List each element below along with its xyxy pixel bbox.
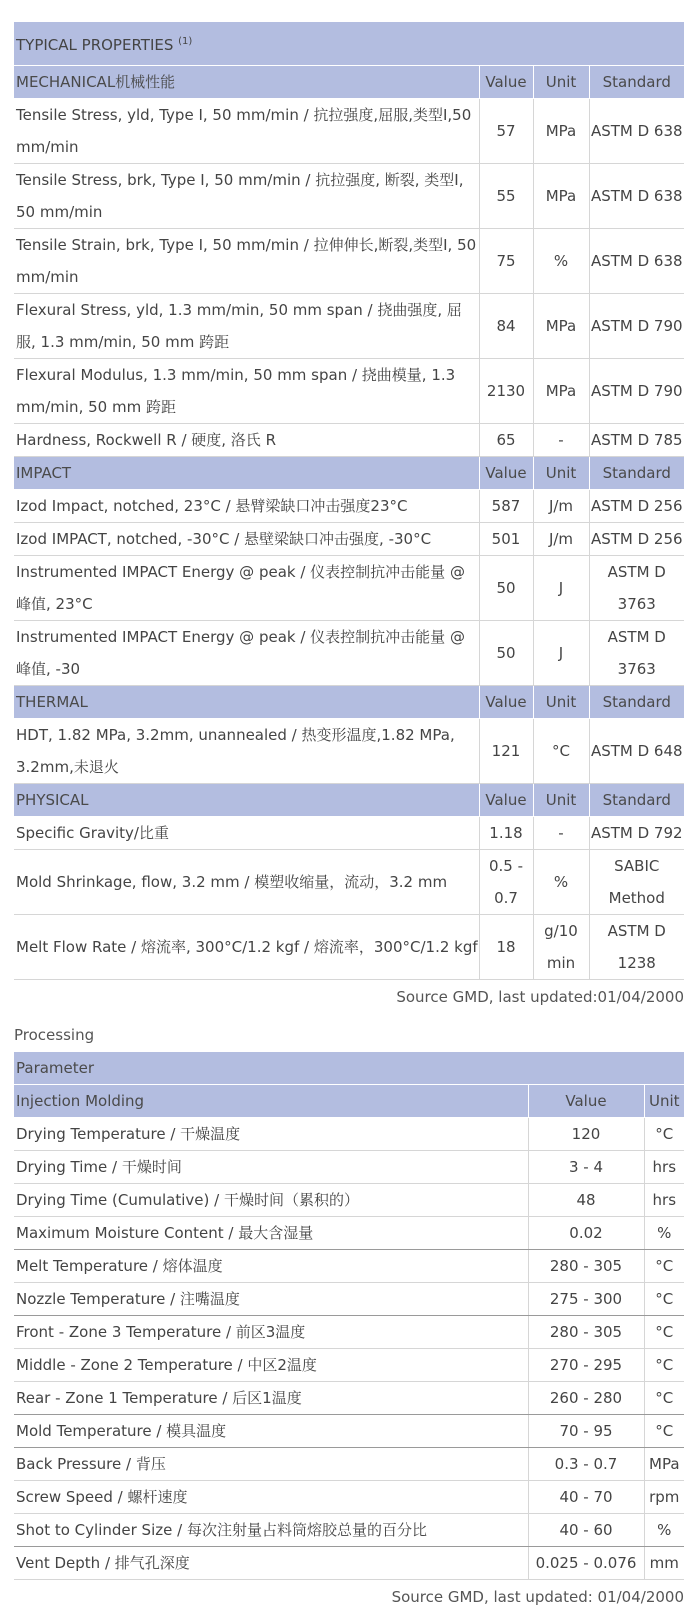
property-standard: ASTM D 792 — [589, 817, 684, 850]
property-name: Flexural Stress, yld, 1.3 mm/min, 50 mm span / 挠曲强度, 屈服, 1.3 mm/min, 50 mm 跨距 — [14, 294, 479, 359]
processing-unit: hrs — [644, 1151, 684, 1184]
property-name: Melt Flow Rate / 熔流率, 300°C/1.2 kgf / 熔流率，300°C/1.2 kgf — [14, 915, 479, 980]
property-name: Specific Gravity/比重 — [14, 817, 479, 850]
property-row — [14, 229, 684, 294]
processing-row — [14, 1250, 684, 1283]
property-standard: ASTM D 256 — [589, 523, 684, 556]
property-row — [14, 164, 684, 229]
property-value: 50 — [479, 621, 533, 686]
property-unit: J — [533, 621, 589, 686]
datasheet — [14, 22, 684, 1610]
typical-properties-title — [14, 22, 684, 66]
processing-row — [14, 1349, 684, 1382]
property-value: 2130 — [479, 359, 533, 424]
property-row — [14, 556, 684, 621]
property-unit: MPa — [533, 294, 589, 359]
processing-row — [14, 1415, 684, 1448]
property-value: 587 — [479, 490, 533, 523]
processing-value: 270 - 295 — [528, 1349, 644, 1382]
unit-column-header: Unit — [533, 686, 589, 719]
property-unit: °C — [533, 719, 589, 784]
processing-unit: % — [644, 1514, 684, 1547]
property-unit: J/m — [533, 490, 589, 523]
processing-value: 0.02 — [528, 1217, 644, 1250]
property-value: 0.5 - 0.7 — [479, 850, 533, 915]
property-value: 57 — [479, 99, 533, 164]
property-unit: % — [533, 229, 589, 294]
title-footnote: (1) — [178, 36, 193, 47]
processing-row — [14, 1547, 684, 1580]
processing-value: 280 - 305 — [528, 1316, 644, 1349]
property-row — [14, 99, 684, 164]
processing-value: 275 - 300 — [528, 1283, 644, 1316]
processing-unit: hrs — [644, 1184, 684, 1217]
property-name: Instrumented IMPACT Energy @ peak / 仪表控制抗冲击能量 @ 峰值, -30 — [14, 621, 479, 686]
processing-row — [14, 1151, 684, 1184]
property-row — [14, 490, 684, 523]
property-value: 65 — [479, 424, 533, 457]
property-standard: ASTM D 1238 — [589, 915, 684, 980]
property-unit: g/10 min — [533, 915, 589, 980]
property-standard: ASTM D 3763 — [589, 556, 684, 621]
property-standard: ASTM D 790 — [589, 294, 684, 359]
unit-column-header: Unit — [533, 784, 589, 817]
property-row — [14, 915, 684, 980]
processing-parameter: Vent Depth / 排气孔深度 — [14, 1547, 528, 1580]
property-value: 55 — [479, 164, 533, 229]
processing-parameter: Drying Time (Cumulative) / 干燥时间（累积的） — [14, 1184, 528, 1217]
processing-unit: °C — [644, 1250, 684, 1283]
processing-row — [14, 1283, 684, 1316]
processing-value: 280 - 305 — [528, 1250, 644, 1283]
property-name: HDT, 1.82 MPa, 3.2mm, unannealed / 热变形温度,1.82 MPa, 3.2mm,未退火 — [14, 719, 479, 784]
typical-properties-title-row — [14, 22, 684, 66]
processing-unit: °C — [644, 1316, 684, 1349]
value-column-header: Value — [479, 784, 533, 817]
processing-row — [14, 1217, 684, 1250]
property-standard: SABIC Method — [589, 850, 684, 915]
property-name: Mold Shrinkage, flow, 3.2 mm / 模塑收缩量，流动，3.2 mm — [14, 850, 479, 915]
property-unit: MPa — [533, 359, 589, 424]
value-column-header: Value — [479, 686, 533, 719]
processing-unit: % — [644, 1217, 684, 1250]
property-name: Tensile Strain, brk, Type I, 50 mm/min / 拉伸伸长,断裂,类型I, 50 mm/min — [14, 229, 479, 294]
property-row — [14, 621, 684, 686]
processing-parameter: Rear - Zone 1 Temperature / 后区1温度 — [14, 1382, 528, 1415]
section-name: MECHANICAL机械性能 — [14, 66, 479, 99]
property-unit: MPa — [533, 164, 589, 229]
section-header-row — [14, 784, 684, 817]
property-value: 501 — [479, 523, 533, 556]
property-name: Hardness, Rockwell R / 硬度, 洛氏 R — [14, 424, 479, 457]
property-row — [14, 850, 684, 915]
processing-value: 260 - 280 — [528, 1382, 644, 1415]
processing-unit: °C — [644, 1415, 684, 1448]
processing-parameter: Drying Time / 干燥时间 — [14, 1151, 528, 1184]
property-value: 121 — [479, 719, 533, 784]
section-name: IMPACT — [14, 457, 479, 490]
typical-properties-table — [14, 22, 684, 980]
processing-value: 0.025 - 0.076 — [528, 1547, 644, 1580]
property-row — [14, 817, 684, 850]
processing-unit: °C — [644, 1283, 684, 1316]
processing-value: 70 - 95 — [528, 1415, 644, 1448]
property-name: Izod IMPACT, notched, -30°C / 悬壁梁缺口冲击强度, -30°C — [14, 523, 479, 556]
processing-value-header: Value — [528, 1085, 644, 1118]
processing-value: 0.3 - 0.7 — [528, 1448, 644, 1481]
processing-row — [14, 1481, 684, 1514]
processing-unit-header: Unit — [644, 1085, 684, 1118]
property-unit: J — [533, 556, 589, 621]
processing-row — [14, 1382, 684, 1415]
property-value: 18 — [479, 915, 533, 980]
property-standard: ASTM D 638 — [589, 164, 684, 229]
property-standard: ASTM D 638 — [589, 99, 684, 164]
processing-row — [14, 1316, 684, 1349]
processing-value: 40 - 70 — [528, 1481, 644, 1514]
processing-unit: °C — [644, 1349, 684, 1382]
property-value: 75 — [479, 229, 533, 294]
property-row — [14, 294, 684, 359]
property-standard: ASTM D 785 — [589, 424, 684, 457]
property-name: Tensile Stress, brk, Type I, 50 mm/min / 抗拉强度, 断裂, 类型I, 50 mm/min — [14, 164, 479, 229]
unit-column-header: Unit — [533, 66, 589, 99]
section-header-row — [14, 66, 684, 99]
processing-parameter: Maximum Moisture Content / 最大含湿量 — [14, 1217, 528, 1250]
processing-row — [14, 1514, 684, 1547]
property-row — [14, 719, 684, 784]
property-standard: ASTM D 3763 — [589, 621, 684, 686]
section-name: PHYSICAL — [14, 784, 479, 817]
processing-parameter: Nozzle Temperature / 注嘴温度 — [14, 1283, 528, 1316]
processing-value: 120 — [528, 1118, 644, 1151]
property-value: 84 — [479, 294, 533, 359]
value-column-header: Value — [479, 66, 533, 99]
property-unit: MPa — [533, 99, 589, 164]
property-standard: ASTM D 790 — [589, 359, 684, 424]
parameter-header-row — [14, 1052, 684, 1085]
property-name: Flexural Modulus, 1.3 mm/min, 50 mm span / 挠曲模量, 1.3 mm/min, 50 mm 跨距 — [14, 359, 479, 424]
processing-table — [14, 1052, 684, 1580]
standard-column-header: Standard — [589, 686, 684, 719]
property-standard: ASTM D 256 — [589, 490, 684, 523]
property-name: Instrumented IMPACT Energy @ peak / 仪表控制抗冲击能量 @ 峰值, 23°C — [14, 556, 479, 621]
processing-unit: °C — [644, 1118, 684, 1151]
property-value: 50 — [479, 556, 533, 621]
property-unit: - — [533, 817, 589, 850]
injection-molding-header-row — [14, 1085, 684, 1118]
processing-parameter: Mold Temperature / 模具温度 — [14, 1415, 528, 1448]
property-standard: ASTM D 648 — [589, 719, 684, 784]
standard-column-header: Standard — [589, 784, 684, 817]
injection-molding-header: Injection Molding — [14, 1085, 528, 1118]
processing-value: 48 — [528, 1184, 644, 1217]
processing-parameter: Back Pressure / 背压 — [14, 1448, 528, 1481]
property-unit: % — [533, 850, 589, 915]
standard-column-header: Standard — [589, 457, 684, 490]
processing-unit: °C — [644, 1382, 684, 1415]
properties-source-note: Source GMD, last updated:01/04/2000 — [396, 988, 684, 1006]
processing-source-note: Source GMD, last updated: 01/04/2000 — [391, 1588, 684, 1606]
processing-row — [14, 1118, 684, 1151]
processing-parameter: Drying Temperature / 干燥温度 — [14, 1118, 528, 1151]
processing-unit: mm — [644, 1547, 684, 1580]
processing-unit: rpm — [644, 1481, 684, 1514]
property-value: 1.18 — [479, 817, 533, 850]
property-row — [14, 359, 684, 424]
property-unit: - — [533, 424, 589, 457]
processing-parameter: Shot to Cylinder Size / 每次注射量占料筒熔胶总量的百分比 — [14, 1514, 528, 1547]
value-column-header: Value — [479, 457, 533, 490]
property-unit: J/m — [533, 523, 589, 556]
section-header-row — [14, 686, 684, 719]
property-name: Izod Impact, notched, 23°C / 悬臂梁缺口冲击强度23°C — [14, 490, 479, 523]
property-standard: ASTM D 638 — [589, 229, 684, 294]
processing-parameter: Middle - Zone 2 Temperature / 中区2温度 — [14, 1349, 528, 1382]
processing-label: Processing — [14, 1026, 95, 1044]
unit-column-header: Unit — [533, 457, 589, 490]
standard-column-header: Standard — [589, 66, 684, 99]
processing-value: 40 - 60 — [528, 1514, 644, 1547]
section-name: THERMAL — [14, 686, 479, 719]
parameter-header: Parameter — [14, 1052, 684, 1085]
section-header-row — [14, 457, 684, 490]
property-name: Tensile Stress, yld, Type I, 50 mm/min / 抗拉强度,屈服,类型I,50 mm/min — [14, 99, 479, 164]
processing-row — [14, 1184, 684, 1217]
processing-value: 3 - 4 — [528, 1151, 644, 1184]
processing-parameter: Front - Zone 3 Temperature / 前区3温度 — [14, 1316, 528, 1349]
property-row — [14, 424, 684, 457]
property-row — [14, 523, 684, 556]
processing-row — [14, 1448, 684, 1481]
processing-parameter: Melt Temperature / 熔体温度 — [14, 1250, 528, 1283]
processing-unit: MPa — [644, 1448, 684, 1481]
title-text: TYPICAL PROPERTIES — [16, 36, 174, 54]
processing-parameter: Screw Speed / 螺杆速度 — [14, 1481, 528, 1514]
